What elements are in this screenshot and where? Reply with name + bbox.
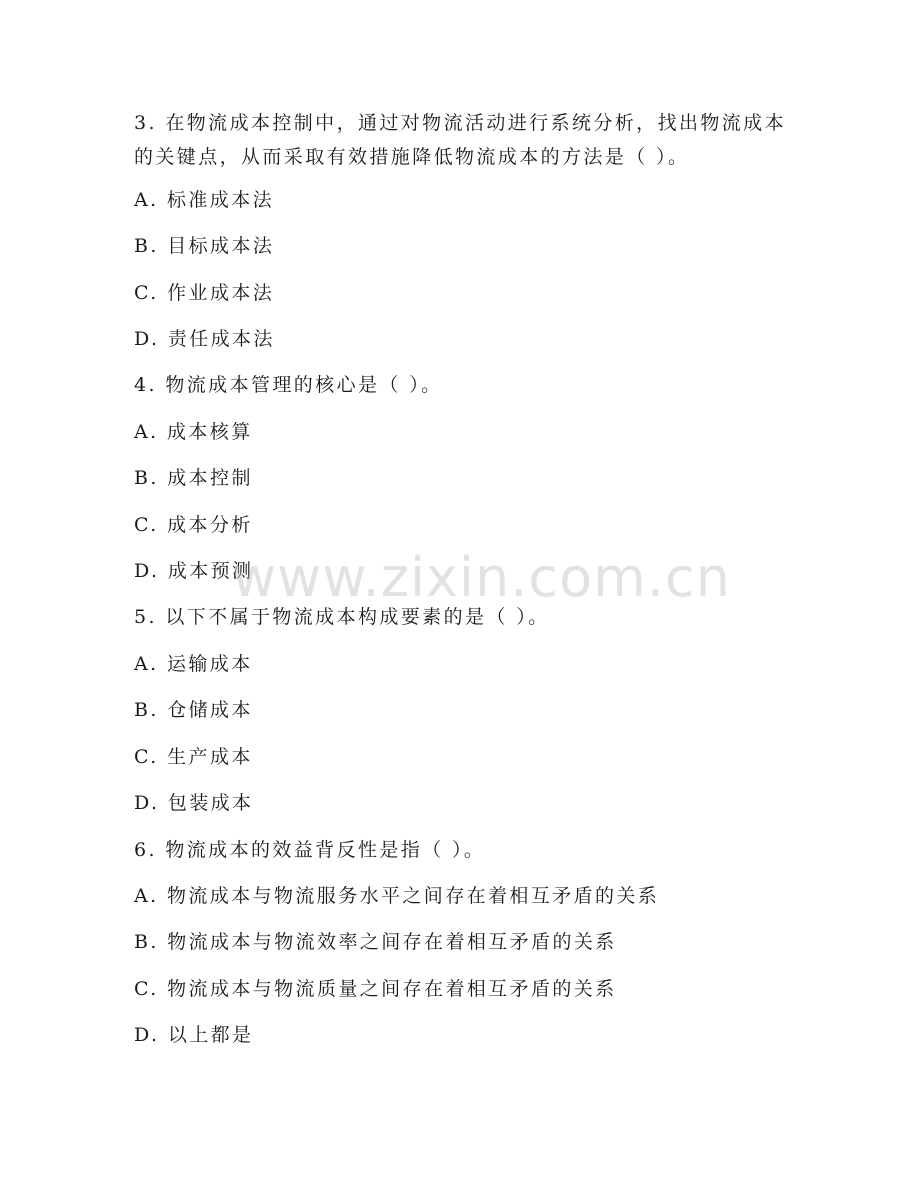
question-3-option-a: A. 标准成本法: [134, 189, 275, 211]
question-6-option-c: C. 物流成本与物流质量之间存在着相互矛盾的关系: [134, 978, 617, 1000]
question-6-stem: 6. 物流成本的效益背反性是指（ ）。: [134, 839, 486, 861]
question-3-stem-line-1: 3. 在物流成本控制中，通过对物流活动进行系统分析，找出物流成本: [134, 112, 786, 134]
question-4-option-c: C. 成本分析: [134, 514, 253, 536]
question-5-option-c: C. 生产成本: [134, 746, 253, 768]
question-3-option-c: C. 作业成本法: [134, 282, 275, 304]
question-4-option-a: A. 成本核算: [134, 421, 253, 443]
watermark: www.zixin.com.cn: [232, 546, 731, 609]
question-6-option-a: A. 物流成本与物流服务水平之间存在着相互矛盾的关系: [134, 885, 660, 907]
question-3-option-b: B. 目标成本法: [134, 235, 275, 257]
question-5-option-d: D. 包装成本: [134, 792, 254, 814]
question-6-option-b: B. 物流成本与物流效率之间存在着相互矛盾的关系: [134, 931, 617, 953]
question-6-option-d: D. 以上都是: [134, 1024, 254, 1046]
question-5-option-a: A. 运输成本: [134, 653, 253, 675]
question-3-option-d: D. 责任成本法: [134, 328, 275, 350]
question-4-option-b: B. 成本控制: [134, 467, 253, 489]
question-5-stem: 5. 以下不属于物流成本构成要素的是（ ）。: [134, 606, 550, 628]
question-5-option-b: B. 仓储成本: [134, 699, 253, 721]
question-4-stem: 4. 物流成本管理的核心是（ ）。: [134, 374, 443, 396]
question-3-stem-line-2: 的关键点，从而采取有效措施降低物流成本的方法是（ ）。: [134, 146, 690, 168]
question-4-option-d: D. 成本预测: [134, 560, 254, 582]
